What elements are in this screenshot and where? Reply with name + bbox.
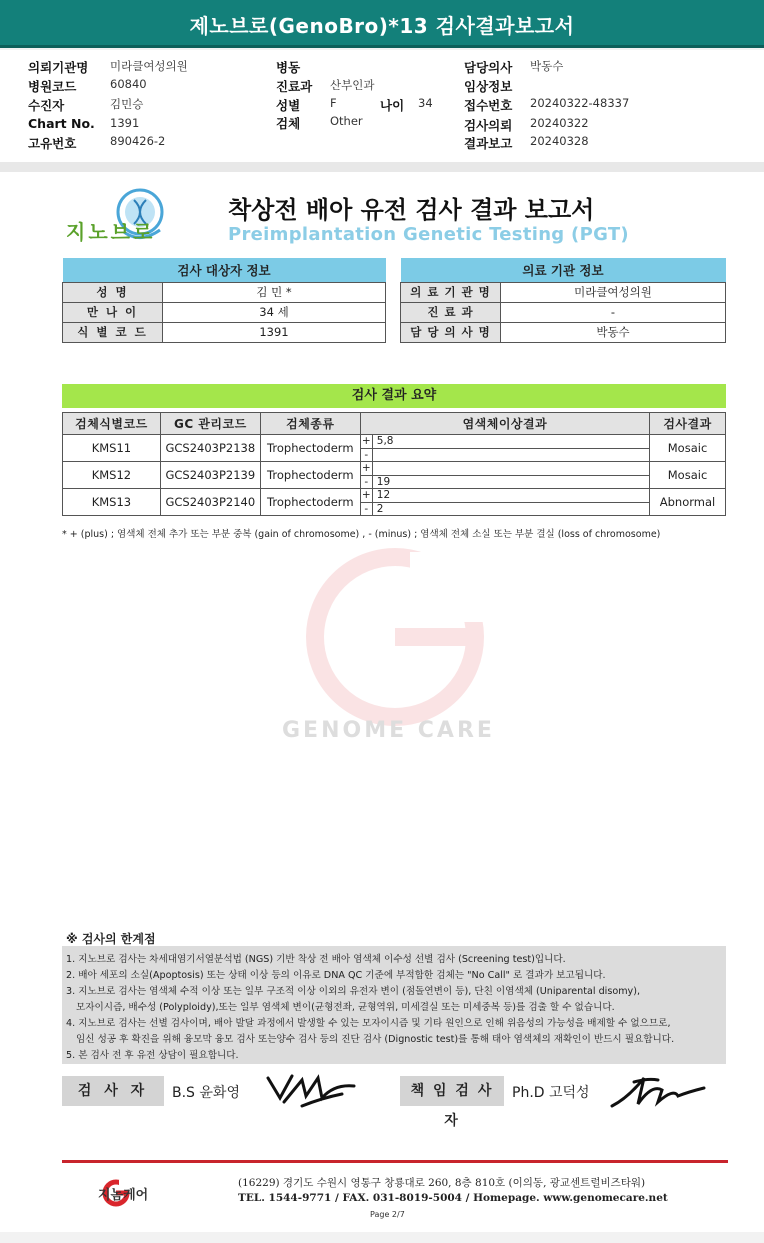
table-row: [63, 282, 386, 302]
subject-value: 김 민 *: [163, 282, 386, 302]
institution-label: 진 료 과: [401, 302, 501, 322]
field-label: 임상정보: [464, 79, 513, 94]
table-row: [63, 435, 726, 462]
subject-info-table: [62, 258, 386, 343]
page-number: Page 2/7: [370, 1210, 405, 1219]
subject-label: 만 나 이: [63, 302, 163, 322]
genome-care-watermark-icon: [300, 542, 490, 732]
limitations-box: [62, 946, 726, 1064]
footer-divider: [62, 1160, 728, 1163]
field-label: 의뢰기관명: [28, 60, 89, 75]
field-value: 60840: [110, 77, 147, 91]
summary-footnote: * + (plus) ; 염색체 전체 추가 또는 부분 중복 (gain of chromosome) , - (minus) ; 염색체 전체 소실 또는 부분 결실 (loss of chromosome): [62, 529, 661, 540]
limitation-line: 모자이시즘, 배수성 (Polyploidy),또는 일부 염색체 변이(균형전좌, 균형역위, 미세결실 또는 미세중복 등)를 검출 할 수 없습니다.: [76, 1002, 615, 1013]
subject-value: 1391: [163, 322, 386, 342]
limitation-line: 임신 성공 후 확진을 위해 융모막 융모 검사 또는양수 검사 등의 진단 검사 (Dignostic test)를 통해 태아 염색체의 재확인이 반드시 필요합니다.: [76, 1034, 675, 1045]
field-label: 결과보고: [464, 136, 513, 151]
summary-heading: 검사 결과 요약: [62, 384, 726, 408]
specimen-id: KMS13: [63, 489, 161, 516]
report-subtitle: Preimplantation Genetic Testing (PGT): [228, 224, 629, 245]
table-row: [401, 322, 726, 342]
loss-chromosomes: 19: [376, 476, 391, 488]
test-result: Mosaic: [650, 435, 726, 462]
field-value: 20240322-48337: [530, 96, 630, 110]
director-signature-icon: [608, 1068, 708, 1112]
limitation-line: 4. 지노브로 검사는 선별 검사이며, 배아 발달 과정에서 발생할 수 있는 모자이시즘 및 기타 원인으로 인해 위음성의 가능성을 배제할 수 없으므로,: [66, 1018, 671, 1029]
table-row: [63, 322, 386, 342]
subject-info-heading: 검사 대상자 정보: [63, 258, 386, 282]
subject-label: 식 별 코 드: [63, 322, 163, 342]
column-header: GC 관리코드: [160, 413, 260, 435]
specimen-id: KMS12: [63, 462, 161, 489]
tester-name: B.S 윤화영: [172, 1085, 240, 1101]
field-value: F: [330, 96, 337, 110]
minus-sign: -: [361, 449, 373, 461]
field-value: 34: [418, 96, 433, 110]
institution-label: 담 당 의 사 명: [401, 322, 501, 342]
limitation-line: 1. 지노브로 검사는 차세대염기서열분석법 (NGS) 기반 착상 전 배아 염색체 이수성 선별 검사 (Screening test)입니다.: [66, 954, 566, 965]
contact-line: TEL. 1544-9771 / FAX. 031-8019-5004 / Homepage. www.genomecare.net: [238, 1192, 668, 1204]
field-label: 담당의사: [464, 60, 513, 75]
field-value: 산부인과: [330, 78, 375, 92]
report-header-title: 제노브로(GenoBro)*13 검사결과보고서: [189, 14, 575, 38]
specimen-id: KMS11: [63, 435, 161, 462]
field-label: 접수번호: [464, 98, 513, 113]
limitations-title: ※ 검사의 한계점: [66, 932, 156, 946]
field-value: 20240322: [530, 116, 589, 130]
column-header: 염색체이상결과: [360, 413, 649, 435]
director-label: 책 임 검 사 자: [400, 1076, 504, 1106]
table-row: [63, 462, 726, 489]
field-value: 미라클여성의원: [110, 59, 188, 73]
summary-results-table: [62, 412, 726, 516]
genobro-logo: [64, 182, 184, 252]
loss-chromosomes: 2: [376, 503, 384, 515]
minus-sign: -: [361, 503, 373, 515]
institution-value: 미라클여성의원: [501, 282, 726, 302]
table-row: [63, 302, 386, 322]
tester-label: 검 사 자: [62, 1076, 164, 1106]
table-row: [63, 489, 726, 516]
institution-label: 의 료 기 관 명: [401, 282, 501, 302]
plus-sign: +: [361, 462, 373, 475]
address-line: (16229) 경기도 수원시 영통구 창룡대로 260, 8층 810호 (이의동, 광교센트럴비즈타워): [238, 1177, 646, 1189]
field-value: Other: [330, 114, 363, 128]
field-label: 고유번호: [28, 136, 77, 151]
field-value: 김민승: [110, 97, 144, 111]
report-page: [0, 172, 764, 1232]
field-value: 890426-2: [110, 134, 166, 148]
field-label: 진료과: [276, 79, 313, 94]
plus-sign: +: [361, 435, 373, 448]
institution-value: 박동수: [501, 322, 726, 342]
specimen-type: Trophectoderm: [260, 462, 360, 489]
institution-info-heading: 의료 기관 정보: [401, 258, 726, 282]
field-label: Chart No.: [28, 116, 95, 131]
field-value: 1391: [110, 116, 140, 130]
plus-sign: +: [361, 489, 373, 502]
chromosome-result: [360, 462, 649, 489]
table-header-row: [63, 413, 726, 435]
test-result: Abnormal: [650, 489, 726, 516]
table-row: [401, 302, 726, 322]
chromosome-result: [360, 489, 649, 516]
limitation-line: 5. 본 검사 전 후 유전 상담이 필요합니다.: [66, 1050, 239, 1061]
field-label: 검체: [276, 116, 301, 131]
institution-value: -: [501, 302, 726, 322]
gc-code: GCS2403P2140: [160, 489, 260, 516]
column-header: 검체식별코드: [63, 413, 161, 435]
gain-chromosomes: 5,8: [376, 435, 394, 447]
field-value: 박동수: [530, 59, 564, 73]
subject-value: 34 세: [163, 302, 386, 322]
loss-chromosomes: [373, 449, 377, 461]
genobro-logo-text: 지노브로: [66, 220, 156, 244]
field-label: 성별: [276, 98, 301, 113]
patient-header-info: [0, 50, 764, 162]
subject-label: 성 명: [63, 282, 163, 302]
institution-info-table: [400, 258, 726, 343]
chromosome-result: [360, 435, 649, 462]
gc-code: GCS2403P2138: [160, 435, 260, 462]
field-label: 병원코드: [28, 79, 77, 94]
field-label: 병동: [276, 60, 301, 75]
tester-signature-icon: [262, 1068, 362, 1112]
limitation-line: 3. 지노브로 검사는 염색체 수적 이상 또는 일부 구조적 이상 이외의 유전자 변이 (점돌연변이 등), 단친 이염색체 (Uniparental disomy),: [66, 986, 641, 997]
column-header: 검체종류: [260, 413, 360, 435]
field-label: 검사의뢰: [464, 118, 513, 133]
company-name: 지놈케어: [98, 1188, 149, 1203]
report-title: 착상전 배아 유전 검사 결과 보고서: [228, 196, 595, 224]
field-value: 20240328: [530, 134, 589, 148]
column-header: 검사결과: [650, 413, 726, 435]
director-name: Ph.D 고덕성: [512, 1085, 590, 1101]
specimen-type: Trophectoderm: [260, 435, 360, 462]
field-label: 나이: [380, 98, 405, 113]
minus-sign: -: [361, 476, 373, 488]
company-address: [238, 1176, 668, 1206]
watermark-text: GENOME CARE: [282, 718, 495, 743]
report-header-bar: [0, 0, 764, 48]
specimen-type: Trophectoderm: [260, 489, 360, 516]
gain-chromosomes: 12: [376, 489, 391, 501]
gc-code: GCS2403P2139: [160, 462, 260, 489]
field-label: 수진자: [28, 98, 65, 113]
gain-chromosomes: [373, 462, 377, 475]
header-separator: [0, 162, 764, 172]
table-row: [401, 282, 726, 302]
limitation-line: 2. 배아 세포의 소실(Apoptosis) 또는 상태 이상 등의 이유로 DNA QC 기준에 부적합한 검체는 "No Call" 로 결과가 보고됩니다.: [66, 970, 606, 981]
test-result: Mosaic: [650, 462, 726, 489]
